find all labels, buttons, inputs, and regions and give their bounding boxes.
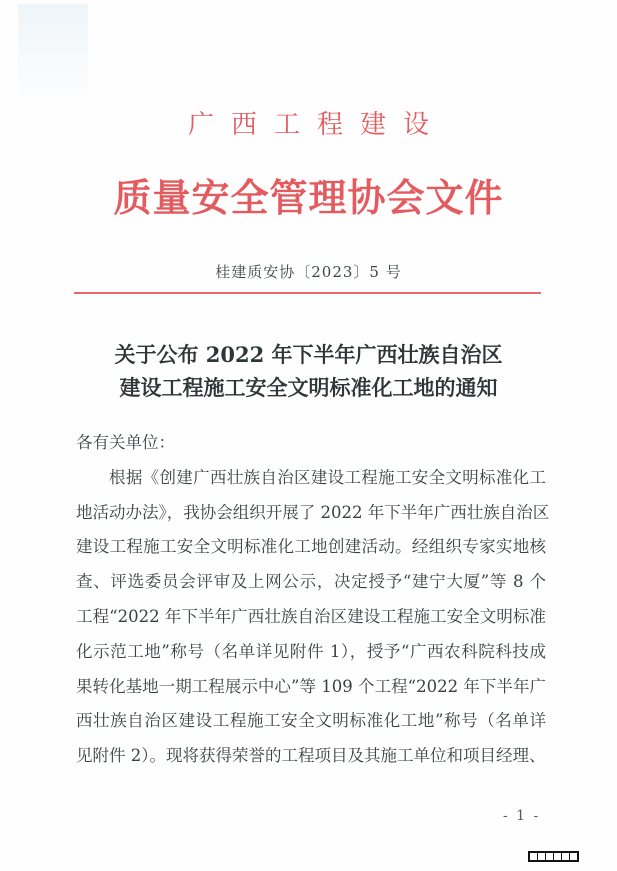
document-body	[76, 426, 550, 774]
issuer-document-type-header: 质量安全管理协会文件	[113, 175, 504, 220]
paragraph-line: 化示范工地”称号（名单详见附件 1），授予“广西农科院科技成	[76, 641, 546, 661]
placeholder-box-icon	[538, 853, 545, 860]
footer-placeholder-boxes	[528, 851, 579, 862]
title-line-2: 建设工程施工安全文明标准化工地的通知	[119, 375, 498, 400]
paragraph-line: 西壮族自治区建设工程施工安全文明标准化工地”称号（名单详	[76, 711, 546, 731]
placeholder-box-icon	[546, 853, 553, 860]
page-number: - 1 -	[503, 808, 541, 824]
document-title	[0, 338, 617, 404]
paragraph-line: 果转化基地一期工程展示中心”等 109 个工程“2022 年下半年广	[76, 676, 546, 696]
paragraph-line: 地活动办法》，我协会组织开展了 2022 年下半年广西壮族自治区	[76, 502, 550, 522]
paragraph-line: 根据《创建广西壮族自治区建设工程施工安全文明标准化工	[109, 467, 546, 487]
issuer-organization-header: 广西工程建设	[187, 110, 446, 140]
paragraph-line: 见附件 2）。现将获得荣誉的工程项目及其施工单位和项目经理、	[76, 746, 546, 766]
red-divider-line	[74, 292, 541, 294]
placeholder-box-icon	[570, 853, 577, 860]
title-line-1: 关于公布 2022 年下半年广西壮族自治区	[114, 342, 503, 367]
paragraph-line: 工程“2022 年下半年广西壮族自治区建设工程施工安全文明标准	[76, 606, 546, 626]
paragraph-line: 建设工程施工安全文明标准化工地创建活动。经组织专家实地核	[76, 537, 546, 557]
placeholder-box-icon	[562, 853, 569, 860]
document-number: 桂建质安协〔2023〕5 号	[215, 263, 402, 281]
paragraph-line: 查、评选委员会评审及上网公示，决定授予“建宁大厦”等 8 个	[76, 572, 546, 592]
placeholder-box-icon	[530, 853, 537, 860]
scan-artifact	[18, 4, 88, 99]
salutation: 各有关单位：	[76, 433, 175, 452]
placeholder-box-icon	[554, 853, 561, 860]
